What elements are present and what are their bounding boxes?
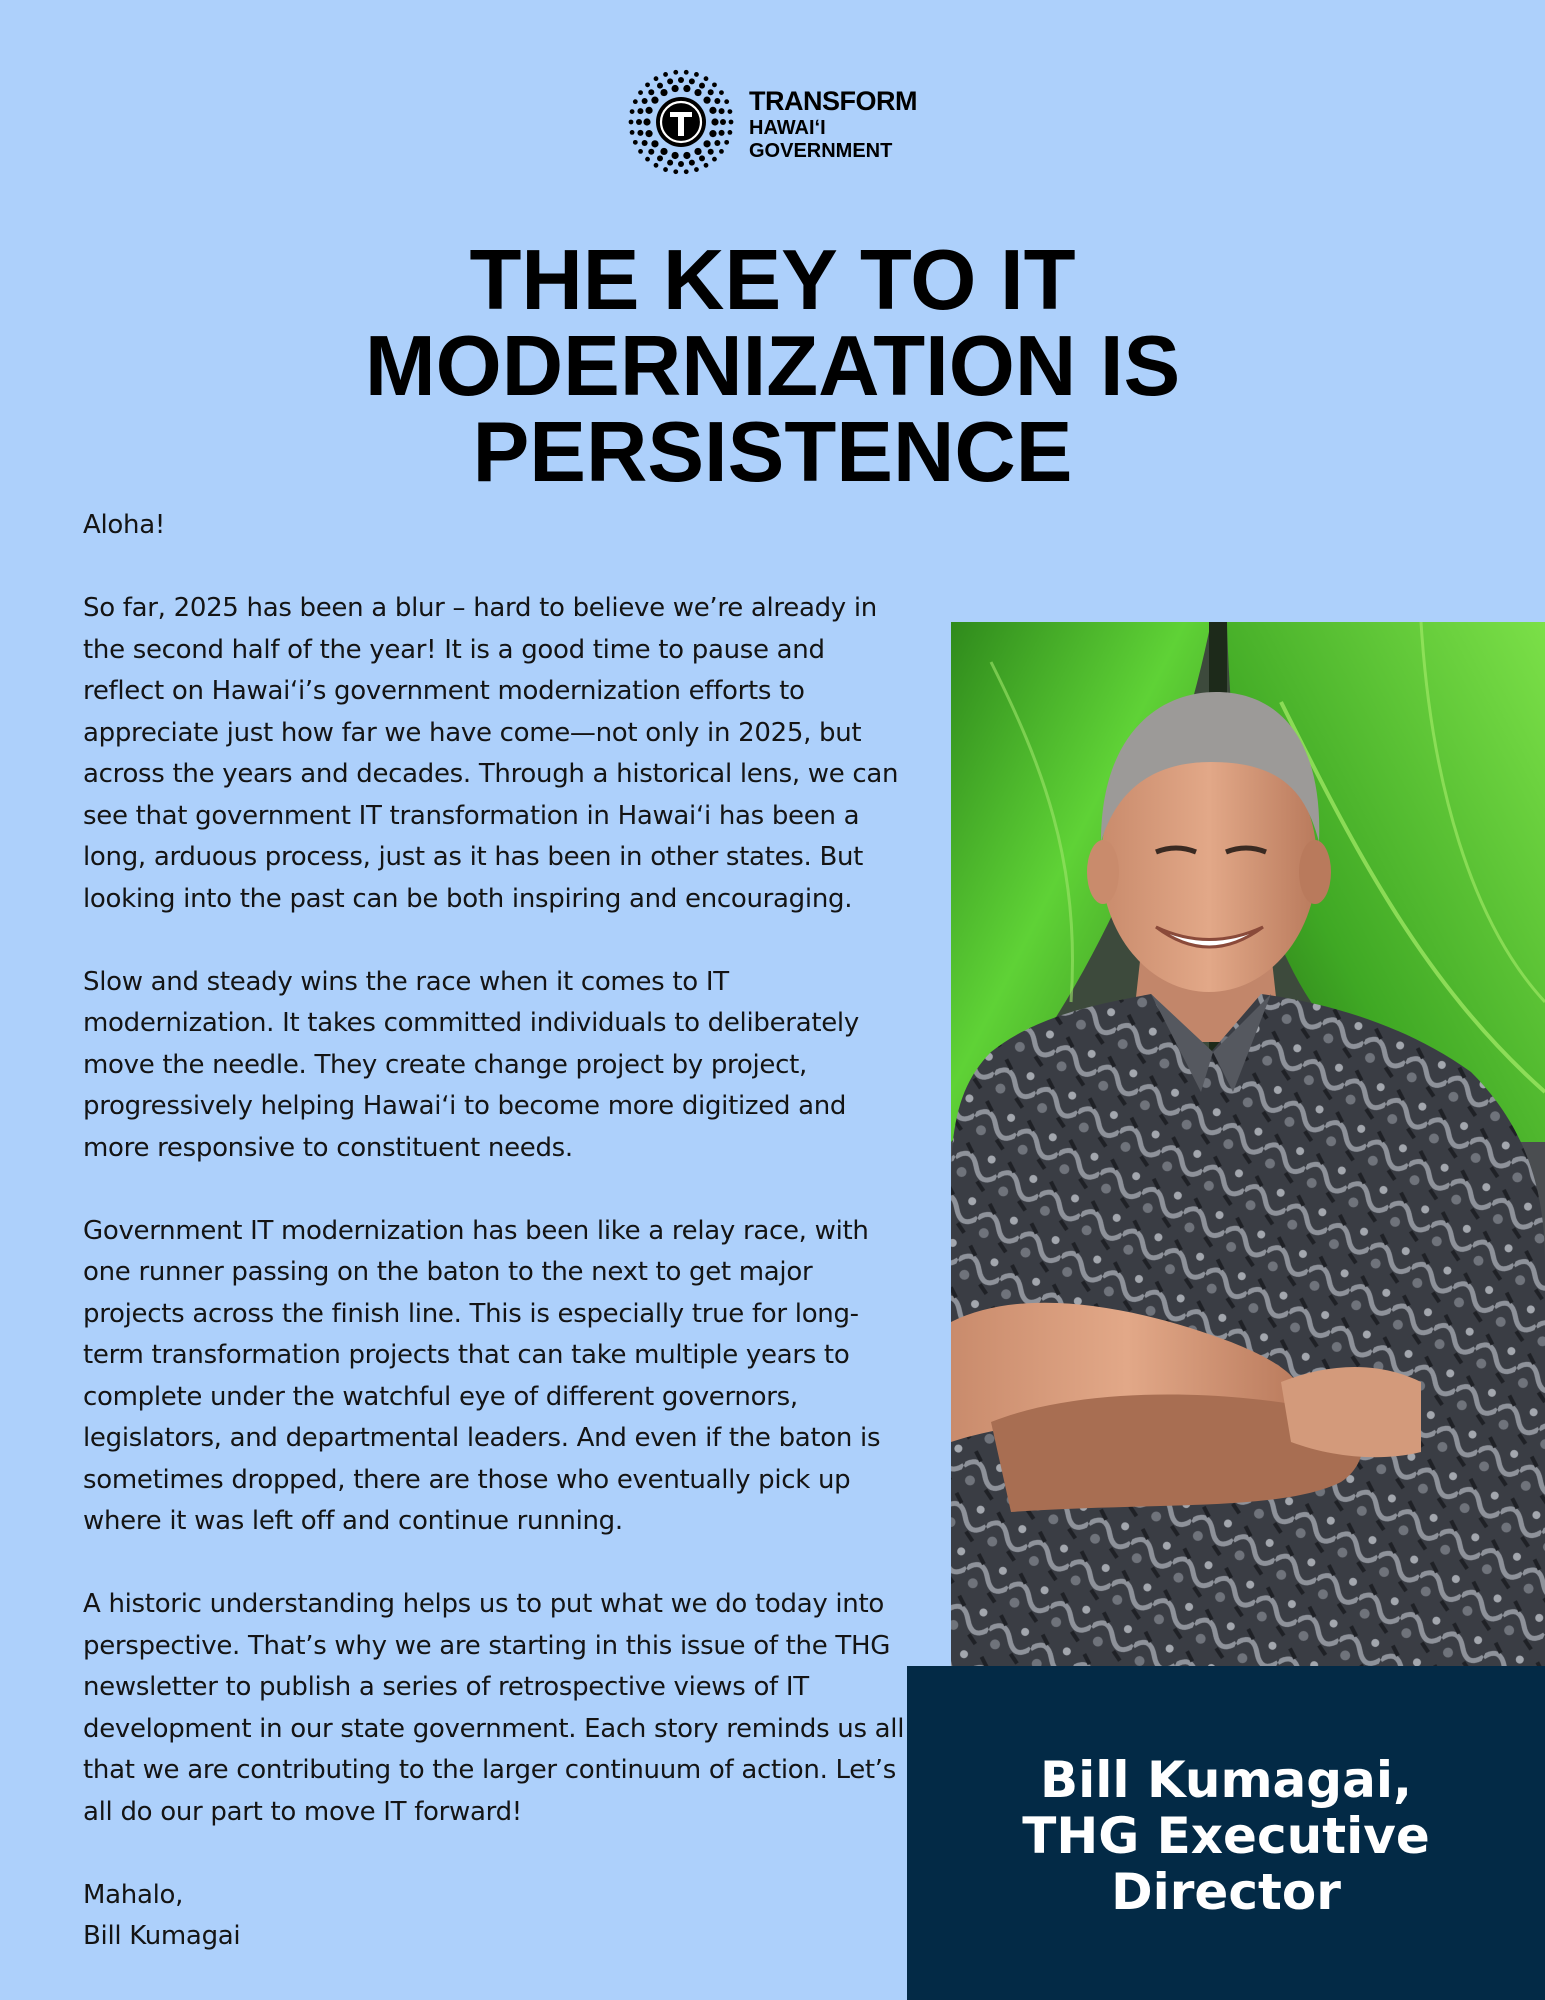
title-line-2: MODERNIZATION IS [364,319,1181,414]
logo-line-transform: TRANSFORM [749,86,917,116]
letter-paragraph: A historic understanding helps us to put what we do today into perspective. That’s why we are starting in this issue of the THG newsletter to publish a series of retrospective views of IT development in our state government. Each story reminds us all that we are contributing to the larger continuum of action. Let’s all do our part to move IT forward! [83,1589,905,1827]
letter-signature: Bill Kumagai [83,1921,241,1951]
letter-body [83,505,913,1958]
caption-line-3: Director [1111,1863,1341,1921]
letter-paragraph: Government IT modernization has been like a relay race, with one runner passing on the baton to the next to get major projects across the finish line. This is especially true for long-term transformation projects that can take multiple years to complete under the watchful eye of different governors, legislators, and departmental leaders. And even if the baton is sometimes dropped, there are those who eventually pick up where it was left off and continue running. [83,1215,881,1536]
caption-line-1: Bill Kumagai, [1040,1751,1412,1809]
portrait-illustration [951,622,1545,1666]
logo-line-government: GOVERNMENT [749,140,893,162]
letter-closing: Mahalo, [83,1879,184,1910]
logo-sunburst-icon [625,66,737,178]
letter-paragraph: Slow and steady wins the race when it comes to IT modernization. It takes committed individuals to deliberately move the needle. They create change project by project, progressively helping Hawaiʻi to become more digitized and more responsive to constituent needs. [83,966,859,1163]
transform-hawaii-government-logo [625,66,925,182]
title-line-1: THE KEY TO IT [469,233,1076,328]
page-title [240,233,1305,500]
photo-caption [907,1752,1545,1920]
logo-line-hawaii: HAWAIʻI [749,117,826,139]
logo-wordmark [749,88,917,161]
letter-greeting: Aloha! [83,510,165,540]
portrait-photo [951,622,1545,1666]
photo-caption-box [907,1666,1545,2000]
letter-paragraph: So far, 2025 has been a blur – hard to believe we’re already in the second half of the year! It is a good time to pause and reflect on Hawaiʻi’s government modernization efforts to appreciate just how far we have come—not only in 2025, but across the years and decades. Through a historical lens, we can see that government IT transformation in Hawaiʻi has been a long, arduous process, just as it has been in other states. But looking into the past can be both inspiring and encouraging. [83,593,899,914]
caption-line-2: THG Executive [1022,1807,1430,1865]
title-line-3: PERSISTENCE [472,405,1073,500]
